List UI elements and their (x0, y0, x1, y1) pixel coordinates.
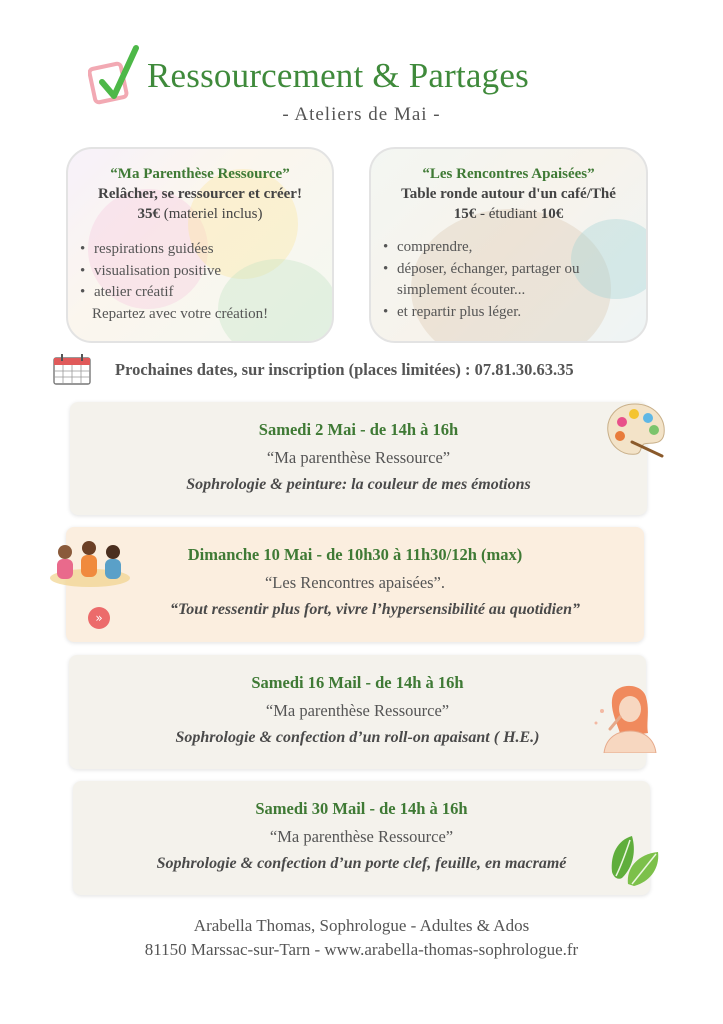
event-card (70, 402, 647, 515)
event-description: “Tout ressentir plus fort, vivre l’hypersensibilité au quotidien” (169, 601, 581, 618)
page-subtitle: - Ateliers de Mai - (282, 104, 441, 125)
paint-palette-icon (602, 400, 668, 460)
list-item: • respirations guidées (80, 239, 332, 261)
event-subtitle: “Ma parenthèse Ressource” (266, 448, 451, 467)
event-subtitle: “Les Rencontres apaisées”. (264, 573, 446, 592)
card-tagline: Table ronde autour d'un café/Thé (401, 186, 616, 202)
event-card (73, 781, 650, 895)
woman-relaxing-icon (590, 683, 666, 753)
list-item: • et repartir plus léger. (383, 302, 646, 324)
page-title: Ressourcement & Partages (147, 56, 529, 95)
card-price (68, 206, 332, 223)
event-title: Samedi 30 Mail - de 14h à 16h (255, 799, 468, 818)
list-item: • comprendre, (383, 237, 646, 259)
price-note: - étudiant (476, 206, 541, 222)
list-item: • atelier créatif (80, 282, 332, 304)
card-tagline: Relâcher, se ressourcer et créer! (98, 186, 302, 202)
double-chevron-icon: » (88, 607, 110, 629)
event-card (69, 655, 646, 769)
leaf-icon (608, 832, 662, 888)
event-description: Sophrologie & peinture: la couleur de mes émotions (186, 476, 531, 493)
event-card-highlight (66, 527, 644, 642)
card-bullets (68, 239, 332, 304)
card-rencontres-apaisees (369, 147, 648, 343)
event-description: Sophrologie & confection d’un porte clef, feuille, en macramé (156, 855, 567, 872)
card-title: “Les Rencontres Apaisées” (422, 166, 595, 182)
event-title: Samedi 16 Mail - de 14h à 16h (251, 673, 464, 692)
card-bullets (371, 237, 646, 323)
price-value: 35€ (137, 206, 161, 222)
price-note: (materiel inclus) (160, 206, 263, 222)
event-title: Dimanche 10 Mai - de 10h30 à 11h30/12h (max) (187, 545, 523, 564)
event-subtitle: “Ma parenthèse Ressource” (265, 701, 450, 720)
price-value: 15€ (453, 206, 477, 222)
card-tail: Repartez avec votre création! (92, 305, 269, 322)
people-meeting-icon (47, 534, 133, 588)
card-ma-parenthese (66, 147, 334, 343)
event-description: Sophrologie & confection d’un roll-on apaisant ( H.E.) (175, 729, 540, 746)
list-item: • visualisation positive (80, 261, 332, 283)
calendar-icon (52, 352, 92, 386)
footer-address-website: 81150 Marssac-sur-Tarn - www.arabella-thomas-sophrologue.fr (144, 940, 579, 959)
checkbox-check-icon (88, 44, 144, 112)
footer-author: Arabella Thomas, Sophrologue - Adultes & Ados (193, 916, 530, 935)
card-price (371, 206, 646, 223)
event-subtitle: “Ma parenthèse Ressource” (269, 827, 454, 846)
list-item: • déposer, échanger, partager ou simplement écouter... (383, 259, 646, 302)
price-student-value: 10€ (540, 206, 564, 222)
dates-registration-line: Prochaines dates, sur inscription (places limitées) : 07.81.30.63.35 (115, 360, 574, 379)
card-title: “Ma Parenthèse Ressource” (110, 166, 290, 182)
event-title: Samedi 2 Mai - de 14h à 16h (258, 420, 459, 439)
